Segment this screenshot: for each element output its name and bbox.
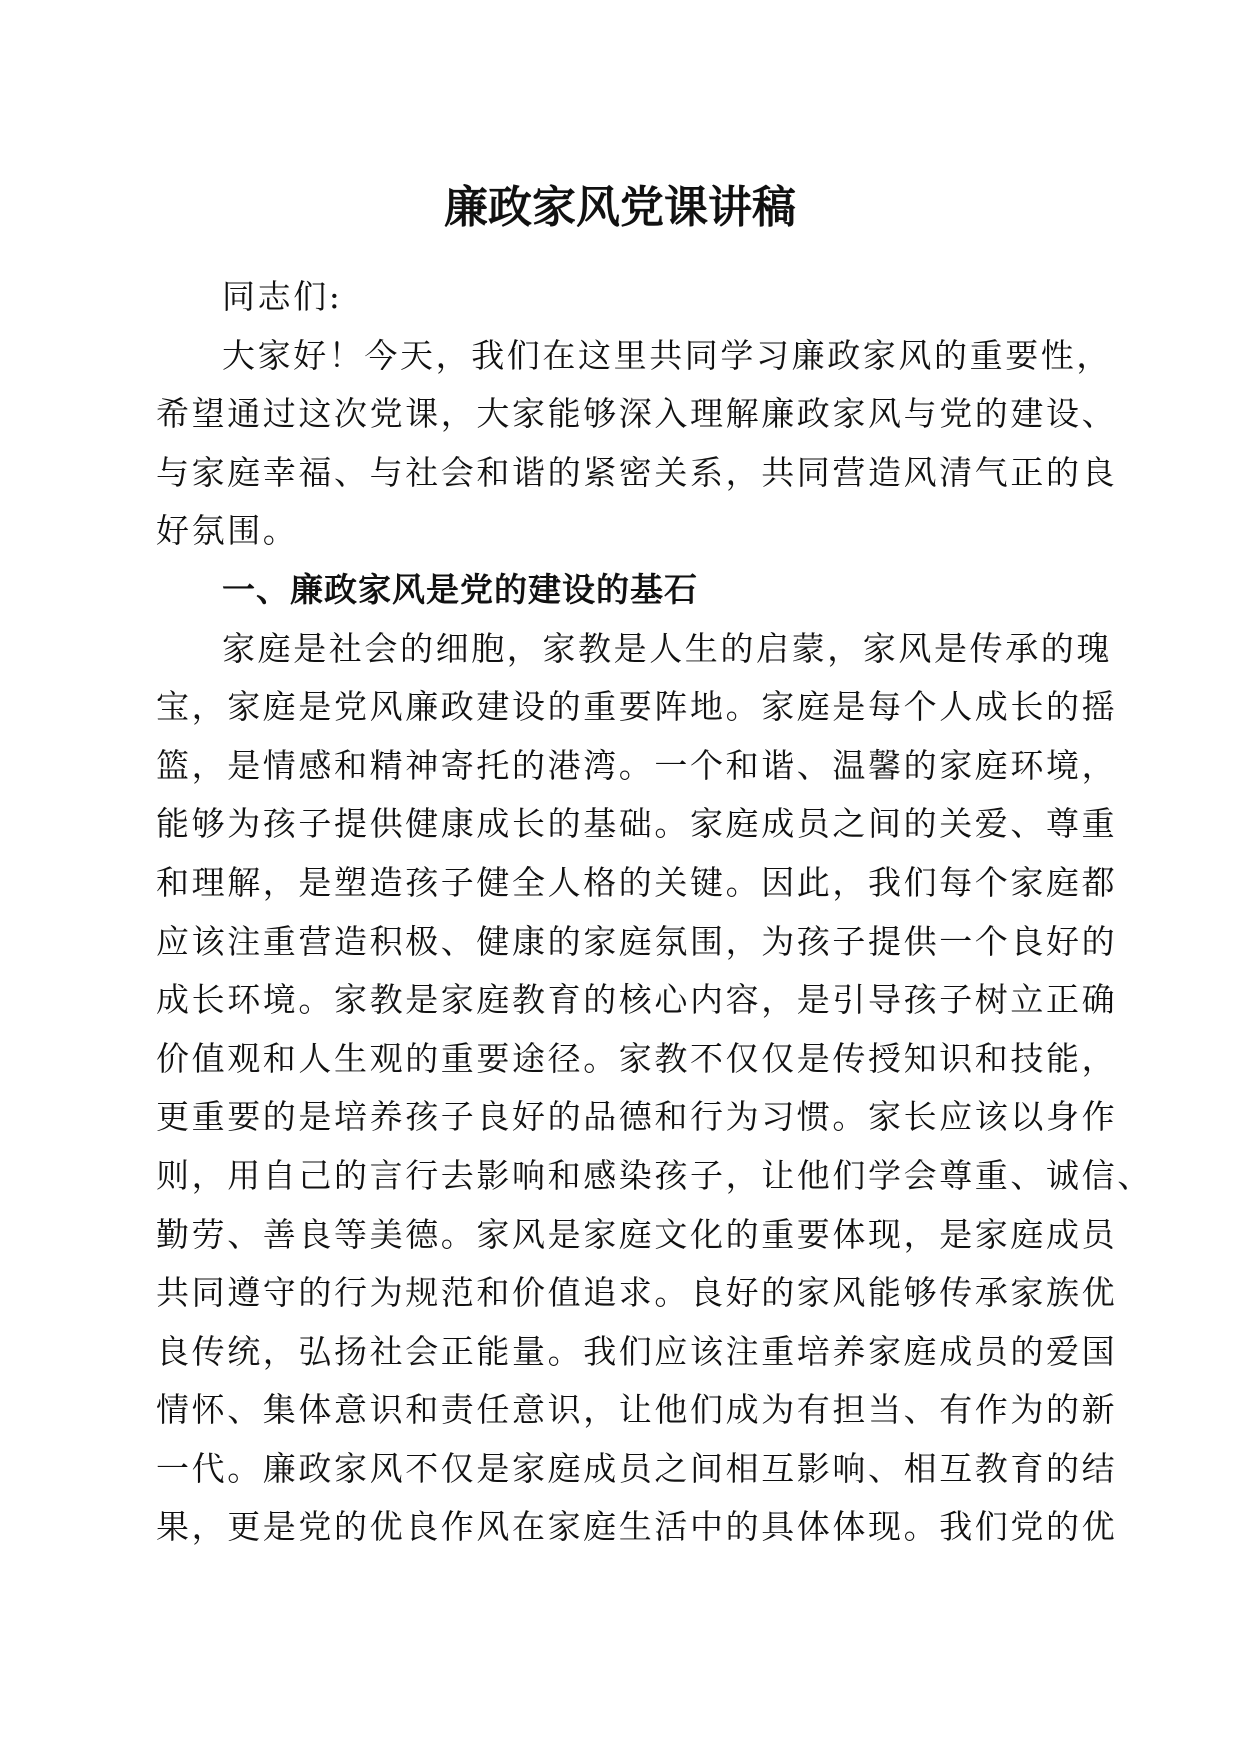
section-heading: 一、廉政家风是党的建设的基石 <box>222 569 698 609</box>
paragraph-line: 篮，是情感和精神寄托的港湾。一个和谐、温馨的家庭环境， <box>156 745 1118 785</box>
paragraph-line: 和理解，是塑造孩子健全人格的关键。因此，我们每个家庭都 <box>156 862 1118 902</box>
paragraph-line: 更重要的是培养孩子良好的品德和行为习惯。家长应该以身作 <box>156 1097 1118 1137</box>
paragraph-line: 一代。廉政家风不仅是家庭成员之间相互影响、相互教育的结 <box>156 1448 1118 1488</box>
paragraph-line: 应该注重营造积极、健康的家庭氛围，为孩子提供一个良好的 <box>156 921 1118 961</box>
paragraph-line: 与家庭幸福、与社会和谐的紧密关系，共同营造风清气正的良 <box>156 452 1118 492</box>
paragraph-line: 成长环境。家教是家庭教育的核心内容，是引导孩子树立正确 <box>156 980 1118 1020</box>
salutation-line: 同志们: <box>222 277 343 316</box>
paragraph-line: 能够为孩子提供健康成长的基础。家庭成员之间的关爱、尊重 <box>156 804 1118 844</box>
paragraph-line: 勤劳、善良等美德。家风是家庭文化的重要体现，是家庭成员 <box>156 1214 1118 1254</box>
paragraph-line: 希望通过这次党课，大家能够深入理解廉政家风与党的建设、 <box>156 394 1118 434</box>
paragraph-line: 共同遵守的行为规范和价值追求。良好的家风能够传承家族优 <box>156 1273 1118 1313</box>
paragraph-line: 家庭是社会的细胞，家教是人生的启蒙，家风是传承的瑰 <box>222 628 1112 668</box>
paragraph-line: 宝，家庭是党风廉政建设的重要阵地。家庭是每个人成长的摇 <box>156 687 1118 727</box>
paragraph-line: 大家好！今天，我们在这里共同学习廉政家风的重要性， <box>222 335 1112 375</box>
paragraph-line: 价值观和人生观的重要途径。家教不仅仅是传授知识和技能， <box>156 1038 1118 1078</box>
paragraph-line: 则，用自己的言行去影响和感染孩子，让他们学会尊重、诚信、 <box>156 1155 1153 1195</box>
paragraph-line: 情怀、集体意识和责任意识，让他们成为有担当、有作为的新 <box>156 1390 1118 1430</box>
paragraph-line: 良传统，弘扬社会正能量。我们应该注重培养家庭成员的爱国 <box>156 1331 1118 1371</box>
document-body <box>156 268 1153 1557</box>
document-title: 廉政家风党课讲稿 <box>444 182 796 233</box>
paragraph-line: 好氛围。 <box>156 511 299 551</box>
paragraph-line: 果，更是党的优良作风在家庭生活中的具体体现。我们党的优 <box>156 1507 1118 1547</box>
